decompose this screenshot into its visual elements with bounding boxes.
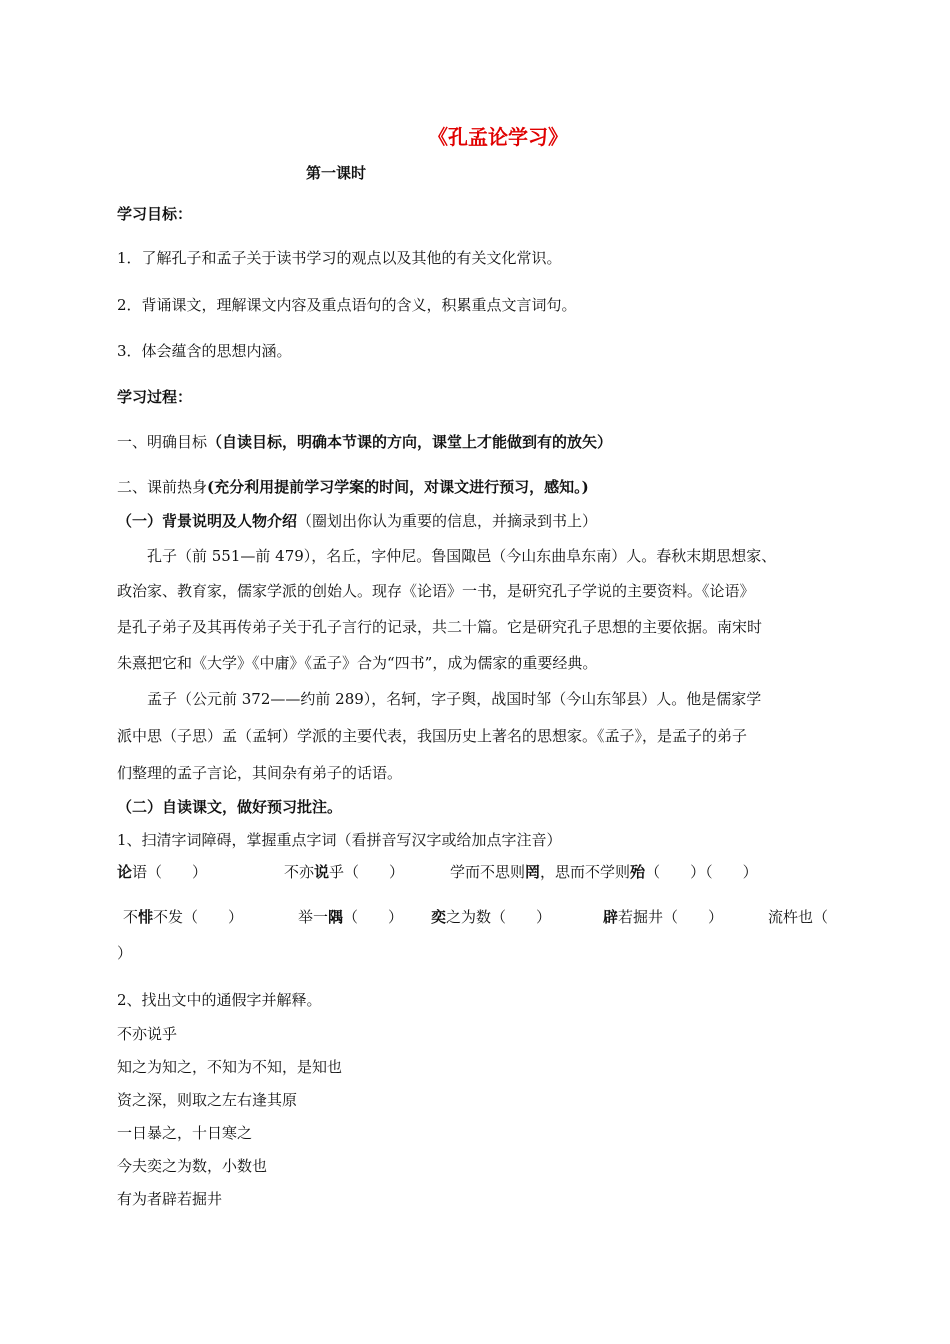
- dotted-char: 殆: [630, 863, 646, 881]
- dotted-char: 悱: [138, 908, 154, 926]
- vocab-blank: 语（ ）: [132, 863, 208, 881]
- tongjia-item: 不亦说乎: [117, 1025, 178, 1043]
- vocab-item: [123, 907, 243, 927]
- kongzi-paragraph-line: 孔子（前 551—前 479），名丘，字仲尼。鲁国陬邑（今山东曲阜东南）人。春秋末期思想家、: [147, 547, 777, 565]
- lesson-subtitle: 第一课时: [306, 164, 367, 182]
- step1-prefix: 一、明确目标: [117, 433, 208, 451]
- vocab-blank: 之为数（ ）: [446, 908, 552, 926]
- mengzi-paragraph-line: 们整理的孟子言论，其间杂有弟子的话语。: [117, 764, 403, 782]
- vocab-item: [284, 862, 404, 882]
- step1-note: （自读目标，明确本节课的方向，课堂上才能做到有的放矢）: [207, 433, 613, 451]
- step2-line: [117, 477, 589, 497]
- part1-title: （一）背景说明及人物介绍: [117, 512, 298, 530]
- vocab-text: 不亦: [284, 863, 315, 881]
- vocab-row: [0, 907, 950, 927]
- kongzi-paragraph-line: 政治家、教育家，儒家学派的创始人。现存《论语》一书，是研究孔子学说的主要资料。《论语》: [117, 582, 755, 600]
- task1-instruction: 1、扫清字词障碍，掌握重点字词（看拼音写汉字或给加点字注音）: [117, 831, 562, 849]
- mengzi-paragraph-line: 孟子（公元前 372——约前 289），名轲，字子舆，战国时邹（今山东邹县）人。他是儒家学: [147, 690, 762, 708]
- step2-note: (充分利用提前学习学案的时间，对课文进行预习，感知。): [207, 478, 589, 496]
- vocab-item: [603, 907, 723, 927]
- step2-prefix: 二、课前热身: [117, 478, 208, 496]
- process-heading: 学习过程：: [117, 388, 193, 406]
- step1-line: [117, 432, 612, 452]
- tongjia-item: 今夫奕之为数，小数也: [117, 1157, 268, 1175]
- vocab-blank: 不发（ ）: [153, 908, 244, 926]
- dotted-char: 隅: [328, 908, 344, 926]
- vocab-row: [0, 862, 950, 882]
- goal-item: 2．背诵课文，理解课文内容及重点语句的含义，积累重点文言词句。: [117, 296, 577, 314]
- vocab-item: [298, 907, 403, 927]
- part2-heading: （二）自读课文，做好预习批注。: [117, 798, 343, 816]
- tongjia-item: 知之为知之，不知为不知，是知也: [117, 1058, 343, 1076]
- dotted-char: 论: [117, 863, 133, 881]
- vocab-item: [431, 907, 551, 927]
- document-title: 《孔孟论学习》: [428, 125, 568, 149]
- kongzi-paragraph-line: 是孔子弟子及其再传弟子关于孔子言行的记录，共二十篇。它是研究孔子思想的主要依据。南宋时: [117, 618, 763, 636]
- tongjia-item: 有为者辟若掘井: [117, 1190, 223, 1208]
- vocab-blank: （ ）: [343, 908, 404, 926]
- task2-instruction: 2、找出文中的通假字并解释。: [117, 991, 322, 1009]
- vocab-blank: 若掘井（ ）: [618, 908, 724, 926]
- dotted-char: 辟: [603, 908, 619, 926]
- goal-item: 1．了解孔子和孟子关于读书学习的观点以及其他的有关文化常识。: [117, 249, 562, 267]
- tongjia-item: 一日暴之，十日寒之: [117, 1124, 253, 1142]
- vocab-item: [117, 862, 207, 882]
- vocab-text: 学而不思则: [450, 863, 526, 881]
- part1-note: （圈划出你认为重要的信息，并摘录到书上）: [297, 512, 598, 530]
- mengzi-paragraph-line: 派中思（子思）孟（孟轲）学派的主要代表，我国历史上著名的思想家。《孟子》，是孟子的弟子: [117, 727, 748, 745]
- vocab-text: ，思而不学则: [540, 863, 631, 881]
- kongzi-paragraph-line: 朱熹把它和《大学》《中庸》《孟子》合为“四书”，成为儒家的重要经典。: [117, 654, 598, 672]
- vocab-item: [450, 862, 758, 882]
- goals-heading: 学习目标：: [117, 205, 193, 223]
- vocab-item: 流杵也（: [768, 908, 829, 926]
- goal-item: 3．体会蕴含的思想内涵。: [117, 342, 292, 360]
- tongjia-item: 资之深，则取之左右逢其原: [117, 1091, 298, 1109]
- part1-heading: [117, 511, 597, 531]
- vocab-text: 举一: [298, 908, 329, 926]
- dotted-char: 奕: [431, 908, 447, 926]
- vocab-blank: 乎（ ）: [329, 863, 405, 881]
- vocab-text: 不: [123, 908, 139, 926]
- dotted-char: 说: [314, 863, 330, 881]
- dotted-char: 罔: [525, 863, 541, 881]
- vocab-blank-close: ）: [117, 944, 133, 962]
- vocab-blank: （ ）（ ）: [645, 863, 758, 881]
